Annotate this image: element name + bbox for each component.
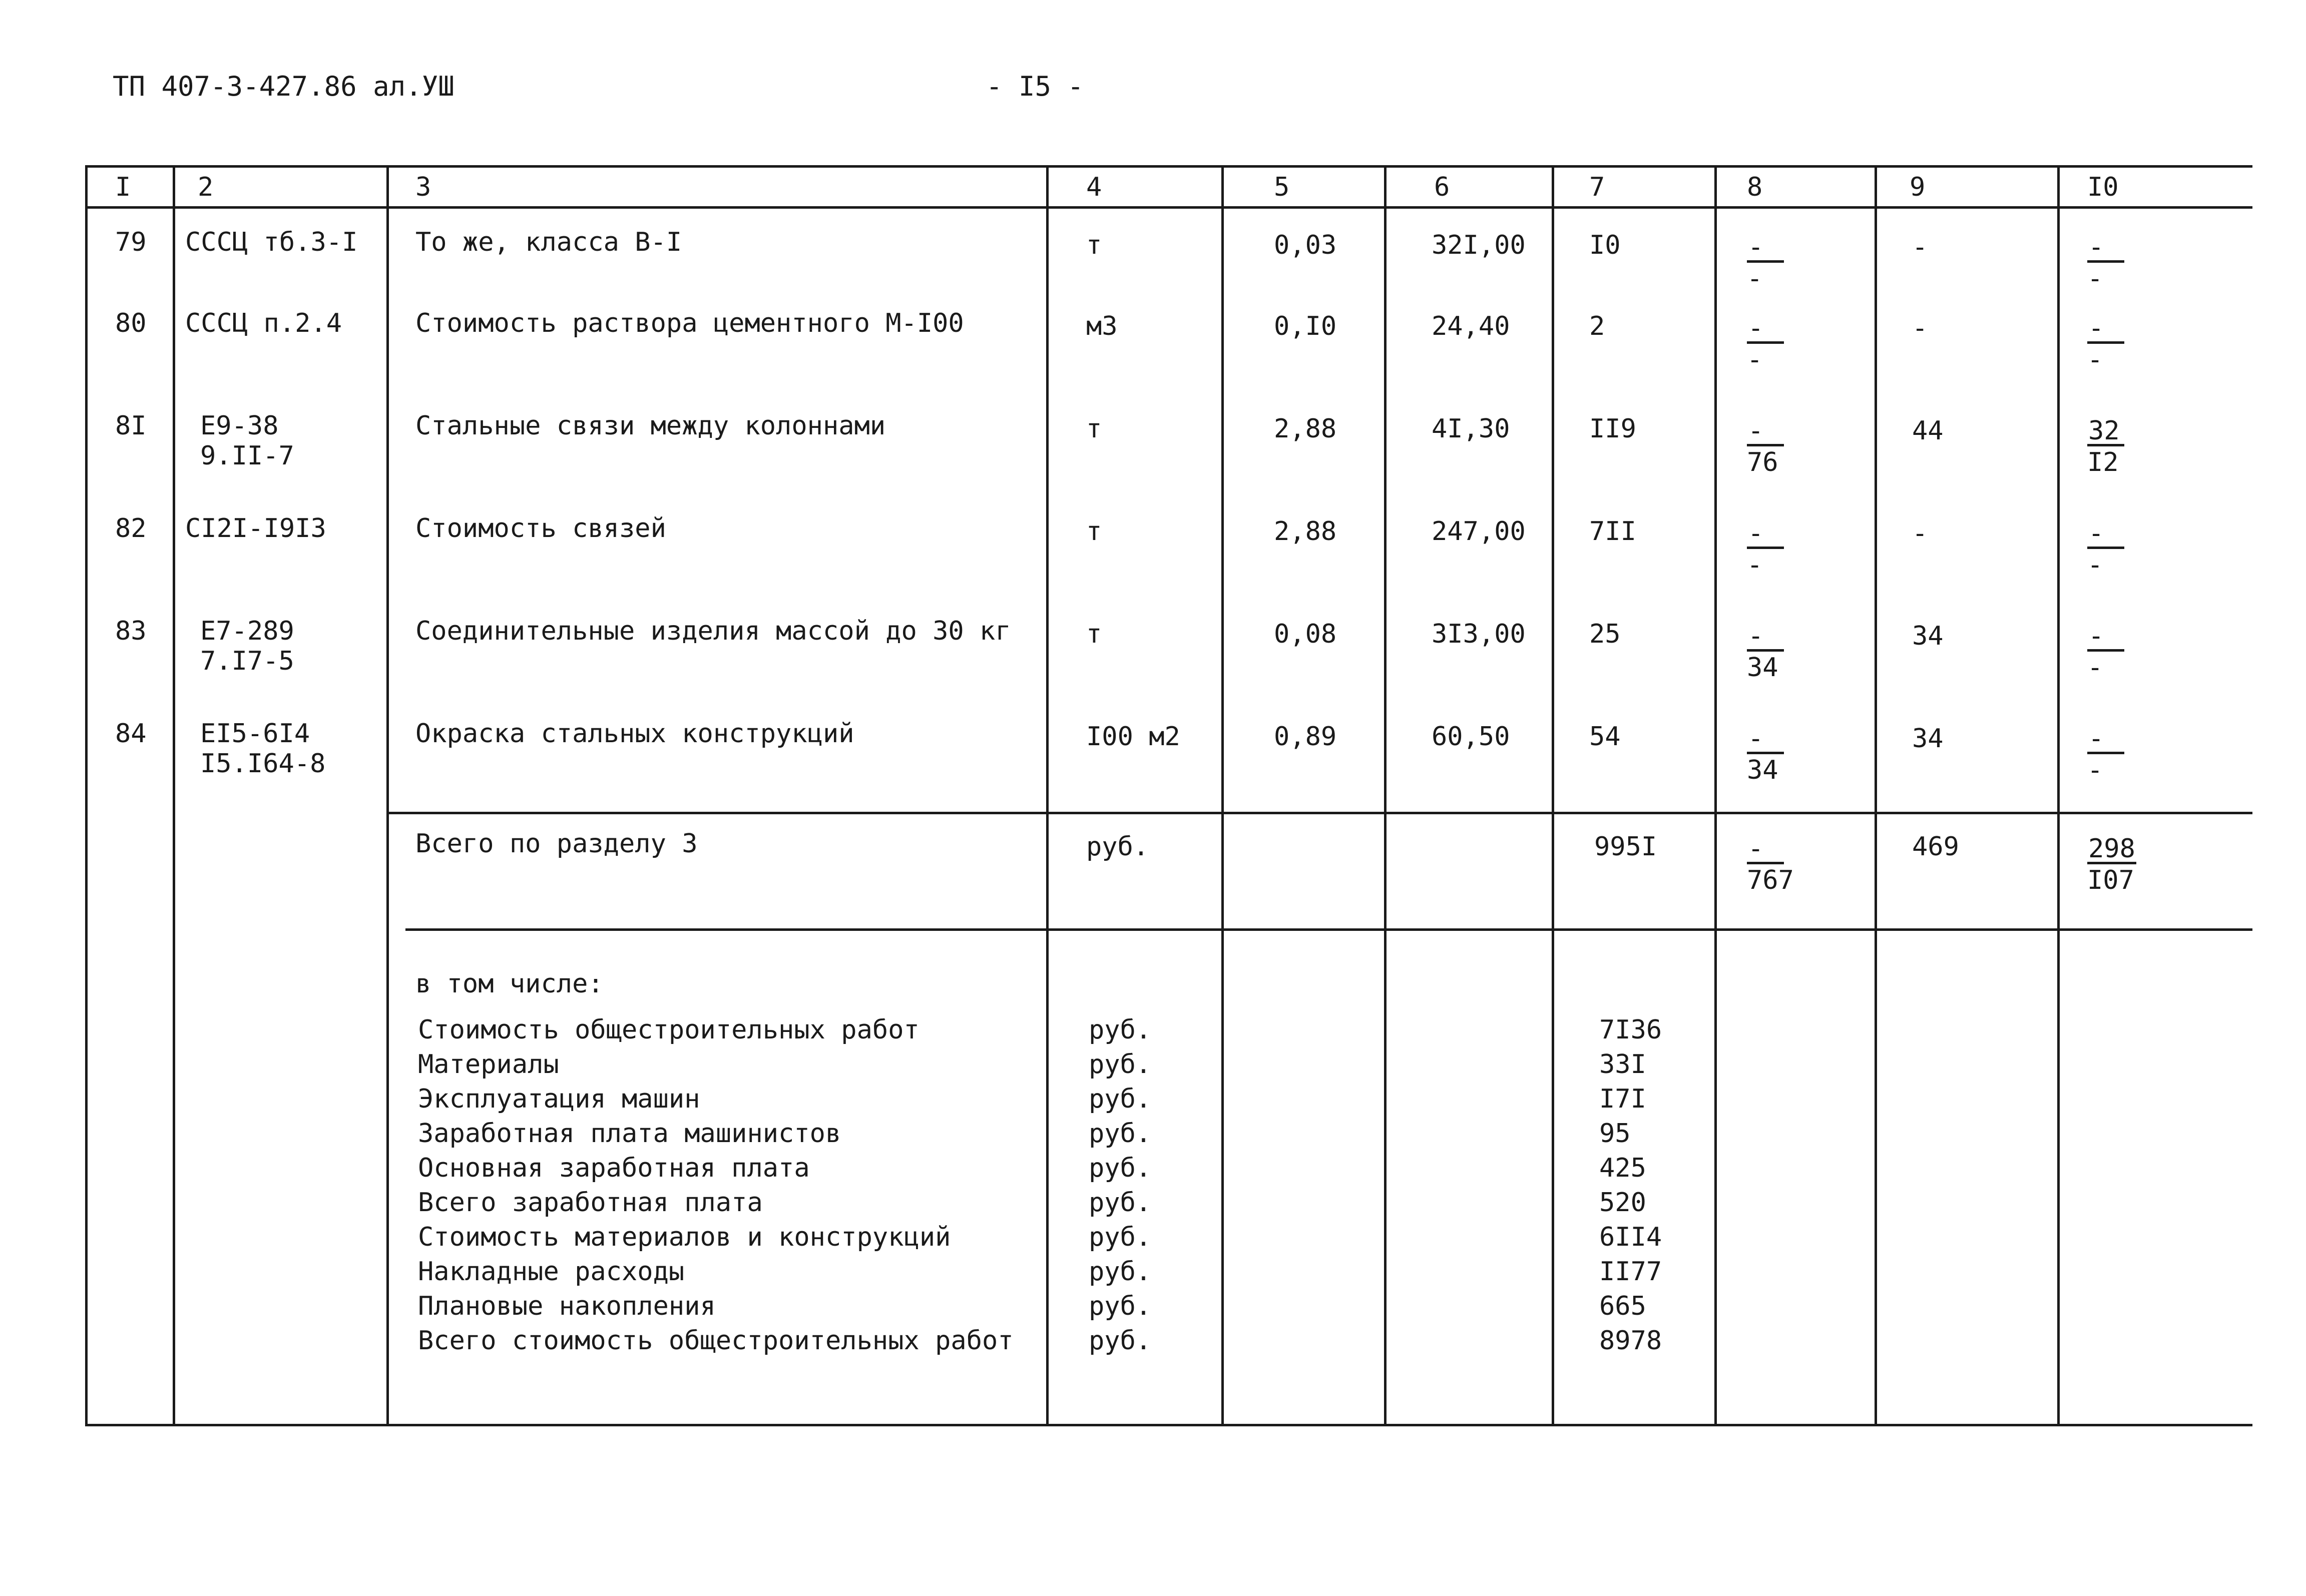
breakdown-names-item: Материалы: [418, 1049, 559, 1080]
breakdown-values: [1599, 1016, 1662, 1355]
row-col10-fraction-numerator: -: [2087, 623, 2124, 652]
breakdown-names-item: Основная заработная плата: [418, 1153, 810, 1183]
row-description: Стоимость связей: [415, 513, 666, 544]
breakdown-values-item: I7I: [1599, 1084, 1646, 1114]
breakdown-units-item: руб.: [1089, 1188, 1152, 1218]
row-col10-fraction-denominator: -: [2087, 264, 2103, 294]
column-rule-7: [1552, 165, 1554, 1426]
row-col8-fraction-denominator: -: [1747, 550, 1763, 580]
total-bottom-rule: [405, 928, 2252, 931]
row-unit: т: [1086, 414, 1102, 444]
row-col10-fraction-denominator: I2: [2087, 447, 2119, 477]
row-col10-fraction-denominator: -: [2087, 653, 2103, 683]
breakdown-values-item: 8978: [1599, 1326, 1662, 1356]
row-unit: т: [1086, 230, 1102, 260]
row-col8-fraction-numerator: -: [1747, 623, 1784, 652]
row-number: 79: [115, 227, 147, 257]
column-header-1: I: [115, 172, 131, 202]
column-rule-8: [1714, 165, 1717, 1426]
row-quantity: 0,08: [1274, 619, 1337, 649]
row-reference: [200, 721, 325, 777]
header-bottom-rule: [85, 206, 2252, 209]
row-col10-fraction-numerator: -: [2087, 315, 2124, 344]
section-total-col10-fraction-denominator: I07: [2087, 865, 2134, 895]
column-header-8: 8: [1747, 172, 1763, 202]
column-rule-1: [85, 165, 88, 1426]
column-header-3: 3: [415, 172, 431, 202]
row-col8-fraction: [1747, 234, 1784, 292]
section-total-col8-fraction-denominator: 767: [1747, 865, 1794, 895]
row-total: 54: [1589, 722, 1621, 752]
row-reference: [200, 413, 294, 469]
section-total-col8-fraction-numerator: -: [1747, 836, 1784, 864]
row-col10-fraction-numerator: -: [2087, 234, 2124, 263]
row-reference-line: СССЦ тб.3-I: [185, 227, 358, 257]
row-col8-fraction-denominator: 76: [1747, 447, 1778, 477]
row-total: 7II: [1589, 516, 1636, 547]
row-quantity: 2,88: [1274, 414, 1337, 444]
row-col8-fraction: [1747, 726, 1784, 783]
row-reference-line: Е7-289: [200, 616, 294, 646]
row-reference-line: Е9-38: [200, 411, 279, 441]
row-col8-fraction: [1747, 315, 1784, 373]
row-col10-fraction-denominator: -: [2087, 345, 2103, 375]
breakdown-values-item: 95: [1599, 1119, 1631, 1149]
row-total: II9: [1589, 414, 1636, 444]
row-col8-fraction-numerator: -: [1747, 726, 1784, 754]
row-col10-fraction: [2087, 726, 2124, 783]
row-col8-fraction-numerator: -: [1747, 234, 1784, 263]
column-header-5: 5: [1274, 172, 1290, 202]
row-quantity: 0,I0: [1274, 311, 1337, 341]
row-reference-line: СI2I-I9I3: [185, 513, 326, 544]
row-col8-fraction-denominator: 34: [1747, 653, 1778, 683]
section-total-label: Всего по разделу 3: [415, 829, 698, 859]
column-rule-4: [1046, 165, 1049, 1426]
section-total-unit: руб.: [1086, 832, 1149, 862]
breakdown-names: [418, 1016, 1014, 1355]
table-bottom-rule: [85, 1424, 2252, 1426]
page-number: - I5 -: [986, 71, 1084, 102]
breakdown-units-item: руб.: [1089, 1291, 1152, 1321]
row-col9: -: [1912, 313, 1928, 343]
row-unit: м3: [1086, 311, 1118, 341]
row-unit-price: 247,00: [1432, 516, 1526, 547]
row-col8-fraction: [1747, 520, 1784, 578]
row-reference: [185, 229, 357, 255]
row-quantity: 0,03: [1274, 230, 1337, 260]
section-total-col8-fraction: [1747, 836, 1794, 893]
breakdown-units-item: руб.: [1089, 1049, 1152, 1080]
row-description: Стоимость раствора цементного М-I00: [415, 308, 964, 338]
row-total: 25: [1589, 619, 1621, 649]
total-top-rule: [386, 812, 2252, 814]
row-unit: т: [1086, 619, 1102, 649]
breakdown-units: [1089, 1016, 1151, 1355]
row-reference-line: I5.I64-8: [200, 749, 326, 779]
table-top-rule: [85, 165, 2252, 168]
row-reference-line: 7.I7-5: [200, 646, 294, 676]
document-code: ТП 407-3-427.86 ал.УШ: [113, 71, 454, 102]
row-reference-line: СССЦ п.2.4: [185, 308, 342, 338]
row-unit-price: 4I,30: [1432, 414, 1510, 444]
row-col10-fraction: [2087, 234, 2124, 292]
section-total-col9: 469: [1912, 832, 1959, 862]
row-description: Окраска стальных конструкций: [415, 719, 854, 749]
row-col8-fraction-numerator: -: [1747, 520, 1784, 549]
column-header-9: 9: [1910, 172, 1926, 202]
breakdown-names-item: Плановые накопления: [418, 1291, 716, 1321]
row-col8-fraction-denominator: -: [1747, 345, 1763, 375]
row-col8-fraction-numerator: -: [1747, 418, 1784, 446]
breakdown-names-item: Накладные расходы: [418, 1257, 685, 1287]
row-col10-fraction-numerator: 32: [2087, 418, 2124, 446]
row-col10-fraction-numerator: -: [2087, 726, 2124, 754]
section-total-col10-fraction: [2087, 836, 2136, 893]
row-number: 83: [115, 616, 147, 646]
breakdown-units-item: руб.: [1089, 1326, 1152, 1356]
row-number: 8I: [115, 411, 147, 441]
row-col8-fraction-denominator: 34: [1747, 755, 1778, 785]
row-reference-line: ЕI5-6I4: [200, 719, 310, 749]
breakdown-values-item: 6II4: [1599, 1222, 1662, 1252]
breakdown-units-item: руб.: [1089, 1015, 1152, 1045]
row-unit-price: 3I3,00: [1432, 619, 1526, 649]
breakdown-units-item: руб.: [1089, 1153, 1152, 1183]
breakdown-units-item: руб.: [1089, 1119, 1152, 1149]
breakdown-title: в том числе:: [415, 969, 604, 999]
row-col10-fraction-numerator: -: [2087, 520, 2124, 549]
column-header-7: 7: [1589, 172, 1605, 202]
breakdown-names-item: Всего заработная плата: [418, 1188, 763, 1218]
column-rule-6: [1384, 165, 1387, 1426]
row-col8-fraction: [1747, 418, 1784, 475]
column-rule-5: [1221, 165, 1224, 1426]
row-description: То же, класса В-I: [415, 227, 682, 257]
row-col9: -: [1912, 232, 1928, 262]
row-col9: 34: [1912, 621, 1944, 651]
row-number: 80: [115, 308, 147, 338]
row-col8-fraction: [1747, 623, 1784, 681]
row-col8-fraction-numerator: -: [1747, 315, 1784, 344]
row-unit: т: [1086, 516, 1102, 547]
row-number: 84: [115, 719, 147, 749]
row-quantity: 2,88: [1274, 516, 1337, 547]
breakdown-units-item: руб.: [1089, 1084, 1152, 1114]
row-quantity: 0,89: [1274, 722, 1337, 752]
breakdown-values-item: II77: [1599, 1257, 1662, 1287]
column-header-6: 6: [1434, 172, 1450, 202]
row-col10-fraction-denominator: -: [2087, 550, 2103, 580]
breakdown-units-item: руб.: [1089, 1257, 1152, 1287]
row-unit-price: 32I,00: [1432, 230, 1526, 260]
row-reference-line: 9.II-7: [200, 441, 294, 471]
row-reference: [185, 310, 342, 336]
row-col9: -: [1912, 518, 1928, 549]
column-rule-9: [1875, 165, 1877, 1426]
column-header-2: 2: [198, 172, 214, 202]
row-col10-fraction-denominator: -: [2087, 755, 2103, 785]
row-reference: [200, 618, 294, 674]
row-col10-fraction: [2087, 623, 2124, 681]
breakdown-values-item: 7I36: [1599, 1015, 1662, 1045]
row-reference: [185, 515, 326, 542]
row-unit-price: 24,40: [1432, 311, 1510, 341]
breakdown-names-item: Стоимость общестроительных работ: [418, 1015, 919, 1045]
breakdown-names-item: Эксплуатация машин: [418, 1084, 700, 1114]
row-col10-fraction: [2087, 315, 2124, 373]
breakdown-names-item: Всего стоимость общестроительных работ: [418, 1326, 1014, 1356]
row-col8-fraction-denominator: -: [1747, 264, 1763, 294]
row-number: 82: [115, 513, 147, 544]
row-col10-fraction: [2087, 520, 2124, 578]
row-col10-fraction: [2087, 418, 2124, 475]
section-total-col10-fraction-numerator: 298: [2088, 834, 2135, 864]
row-total: I0: [1589, 230, 1621, 260]
breakdown-units-item: руб.: [1089, 1222, 1152, 1252]
row-col9: 34: [1912, 724, 1944, 754]
breakdown-values-item: 33I: [1599, 1049, 1646, 1080]
column-rule-2: [173, 165, 175, 1426]
row-description: Стальные связи между колоннами: [415, 411, 886, 441]
section-total-value: 995I: [1594, 832, 1657, 862]
row-total: 2: [1589, 311, 1605, 341]
breakdown-names-item: Заработная плата машинистов: [418, 1119, 841, 1149]
row-description: Соединительные изделия массой до 30 кг: [415, 616, 1011, 646]
row-unit: I00 м2: [1086, 722, 1180, 752]
breakdown-values-item: 665: [1599, 1291, 1646, 1321]
row-unit-price: 60,50: [1432, 722, 1510, 752]
breakdown-names-item: Стоимость материалов и конструкций: [418, 1222, 951, 1252]
breakdown-values-item: 425: [1599, 1153, 1646, 1183]
row-col9: 44: [1912, 416, 1944, 446]
column-header-10: I0: [2087, 172, 2119, 202]
breakdown-values-item: 520: [1599, 1188, 1646, 1218]
column-header-4: 4: [1086, 172, 1102, 202]
column-rule-10: [2057, 165, 2060, 1426]
column-rule-3: [386, 165, 389, 1426]
